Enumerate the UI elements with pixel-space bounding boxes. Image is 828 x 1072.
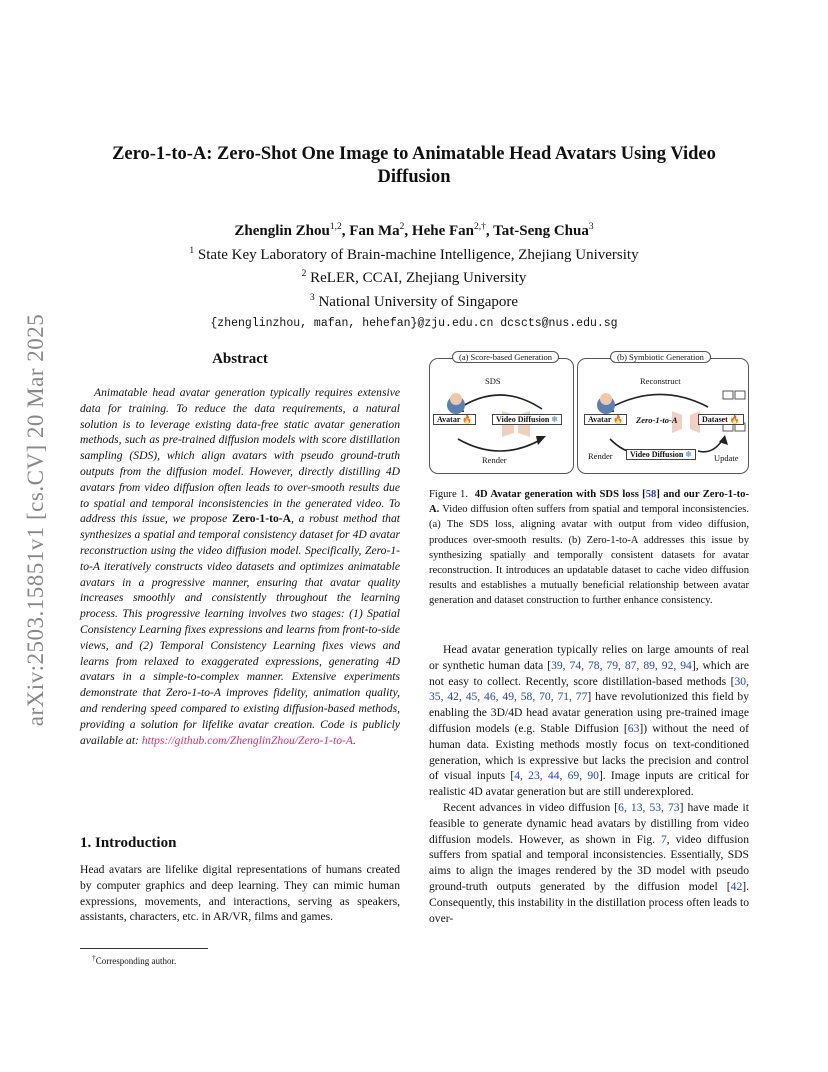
render-label: Render bbox=[588, 451, 613, 461]
author-block bbox=[80, 218, 748, 334]
citation-link[interactable]: 63 bbox=[627, 721, 640, 735]
citation-link[interactable]: 4, 23, 44, 69, 90 bbox=[514, 769, 599, 783]
avatar-label: Avatar 🔥 bbox=[433, 414, 476, 425]
citation-link[interactable]: 30, 35, 42, 45, 46, 49, 58, 70, 71, 77 bbox=[429, 674, 749, 704]
method-name: Zero-1-to-A bbox=[231, 512, 291, 526]
arxiv-sidebar bbox=[16, 285, 56, 755]
affiliation: $^3$ National University of Singapore bbox=[309, 292, 519, 310]
citation-link[interactable]: 42 bbox=[730, 879, 743, 893]
paragraph: Recent advances in video diffusion [6, 13, 53, 73] have made it feasible to generate dynamic head avatars by distilling from video diffusion models. However, as shown in Fig. 7, video diffusion suffers from spatial and temporal inconsistencies. Essentially, SDS aims to align the images rendered by the 3D model with pseudo ground-truth outputs generated by the diffusion model [42]. Consequently, this instability in the distillation process often leads to over- bbox=[429, 800, 750, 925]
panel-score-based bbox=[429, 352, 574, 474]
citation-link[interactable]: 39, 74, 78, 79, 87, 89, 92, 94 bbox=[551, 658, 692, 672]
paper-title: Zero-1-to-A: Zero-Shot One Image to Animatable Head Avatars Using Video Diffusion bbox=[112, 144, 716, 187]
dataset-label: Dataset 🔥 bbox=[698, 414, 744, 425]
author-list: Zhenglin Zhou$^{1,2}$, Fan Ma$^2$, Hehe Fan$^{2,\dagger}$, Tat-Seng Chua$^3$ bbox=[234, 222, 594, 239]
author-name: Fan Ma bbox=[349, 223, 400, 239]
render-label: Render bbox=[482, 455, 507, 465]
sds-label: SDS bbox=[485, 376, 501, 386]
paragraph: Head avatar generation typically relies on large amounts of real or synthetic human data [39, 74, 78, 79, 87, 89, 92, 94], which are not easy to collect. Recently, score distillation-based methods [30, 35, 42, 45, 46, 49, 58, 70, 71, 77] have revolutionized this field by enabling the 3D/4D head avatar generation using pre-trained image diffusion models (e.g. Stable Diffusion [63]) without the need of human data. Existing methods mostly focus on text-conditioned generation, which is expressive but lacks the precision and control of visual inputs [4, 23, 44, 69, 90]. Image inputs are critical for realistic 4D avatar generation but are still underexplored. bbox=[429, 643, 750, 799]
video-diffusion-label: Video Diffusion ❄ bbox=[492, 414, 562, 425]
abstract-body: Animatable head avatar generation typically requires extensive data for training. To reduce the data requirements, a natural solution is to leverage existing data-free static avatar generation methods, such as pre-trained diffusion models with score distillation sampling (SDS), which align avatars with pseudo ground-truth outputs from the diffusion model. However, directly distilling 4D avatars from video diffusion often leads to over-smooth results due to spatial and temporal inconsistencies in the generated video. To address this issue, we propose Zero-1-to-A, a robust method that synthesizes a spatial and temporal consistency dataset for 4D avatar reconstruction using the video diffusion model. Specifically, Zero-1-to-A iteratively constructs video datasets and optimizes animatable avatars in a progressive manner, ensuring that avatar quality increases smoothly and consistently throughout the learning process. This progressive learning involves two stages: (1) Spatial Consistency Learning fixes expressions and learns from front-to-side views, and (2) Temporal Consistency Learning fixes views and learns from relaxed to exaggerated expressions, generating 4D avatars in a simple-to-complex manner. Extensive experiments demonstrate that Zero-1-to-A improves fidelity, animation quality, and rendering speed compared to existing diffusion-based methods, providing a solution for lifelike avatar creation. Code is publicly available at: https://github.com/ZhenglinZhou/Zero-1-to-A. bbox=[80, 386, 400, 747]
update-label: Update bbox=[714, 453, 739, 463]
figure-link[interactable]: 7 bbox=[660, 832, 667, 846]
author-emails: {zhenglinzhou, mafan, hehefan}@zju.edu.cn dcscts@nus.edu.sg bbox=[210, 317, 618, 330]
figure-1 bbox=[429, 352, 749, 474]
panel-symbiotic bbox=[577, 352, 749, 474]
method-label: Zero-1-to-A bbox=[636, 415, 678, 425]
arxiv-identifier: arXiv:2503.15851v1 [cs.CV] 20 Mar 2025 bbox=[23, 313, 48, 727]
video-diffusion-label: Video Diffusion ❄ bbox=[626, 449, 696, 460]
code-link[interactable]: https://github.com/ZhenglinZhou/Zero-1-to-A bbox=[141, 733, 353, 747]
panel-b-label: (b) Symbiotic Generation bbox=[610, 351, 711, 363]
citation-link[interactable]: 6, 13, 53, 73 bbox=[618, 800, 680, 814]
citation-link[interactable]: 58 bbox=[645, 489, 657, 500]
author-name: Tat-Seng Chua bbox=[493, 223, 589, 239]
author-name: Hehe Fan bbox=[411, 223, 474, 239]
affiliation: $^2$ ReLER, CCAI, Zhejiang University bbox=[301, 269, 527, 286]
author-name: Zhenglin Zhou bbox=[234, 223, 330, 239]
section-heading-introduction: 1. Introduction bbox=[80, 835, 177, 851]
reconstruct-label: Reconstruct bbox=[640, 376, 681, 386]
introduction-body-right bbox=[429, 642, 749, 926]
avatar-label: Avatar 🔥 bbox=[584, 414, 627, 425]
footnote: †Corresponding author. bbox=[92, 953, 177, 966]
introduction-body: Head avatars are lifelike digital representations of humans created by computer graphics and deep learning. They can mimic human expressions, movements, and interactions, serving as speakers, assistants, characters, etc. in AR/VR, films and games. bbox=[80, 863, 400, 924]
panel-a-label: (a) Score-based Generation bbox=[452, 351, 559, 363]
figure-1-caption: Figure 1. 4D Avatar generation with SDS loss [58] and our Zero-1-to-A. Video diffusion often suffers from spatial and temporal inconsistencies. (a) The SDS loss, aligning avatar with output from video diffusion, produces over-smooth results. (b) Zero-1-to-A addresses this issue by synthesizing spatially and temporally consistent datasets for avatar reconstruction. It introduces an updatable dataset to cache video diffusion results and establishes a mutually beneficial relationship between avatar generation and dataset construction to further enhance consistency. bbox=[429, 489, 749, 607]
footnote-divider bbox=[80, 948, 208, 949]
affiliation: $^1$ State Key Laboratory of Brain-machine Intelligence, Zhejiang University bbox=[189, 245, 639, 263]
abstract-heading: Abstract bbox=[212, 351, 268, 367]
